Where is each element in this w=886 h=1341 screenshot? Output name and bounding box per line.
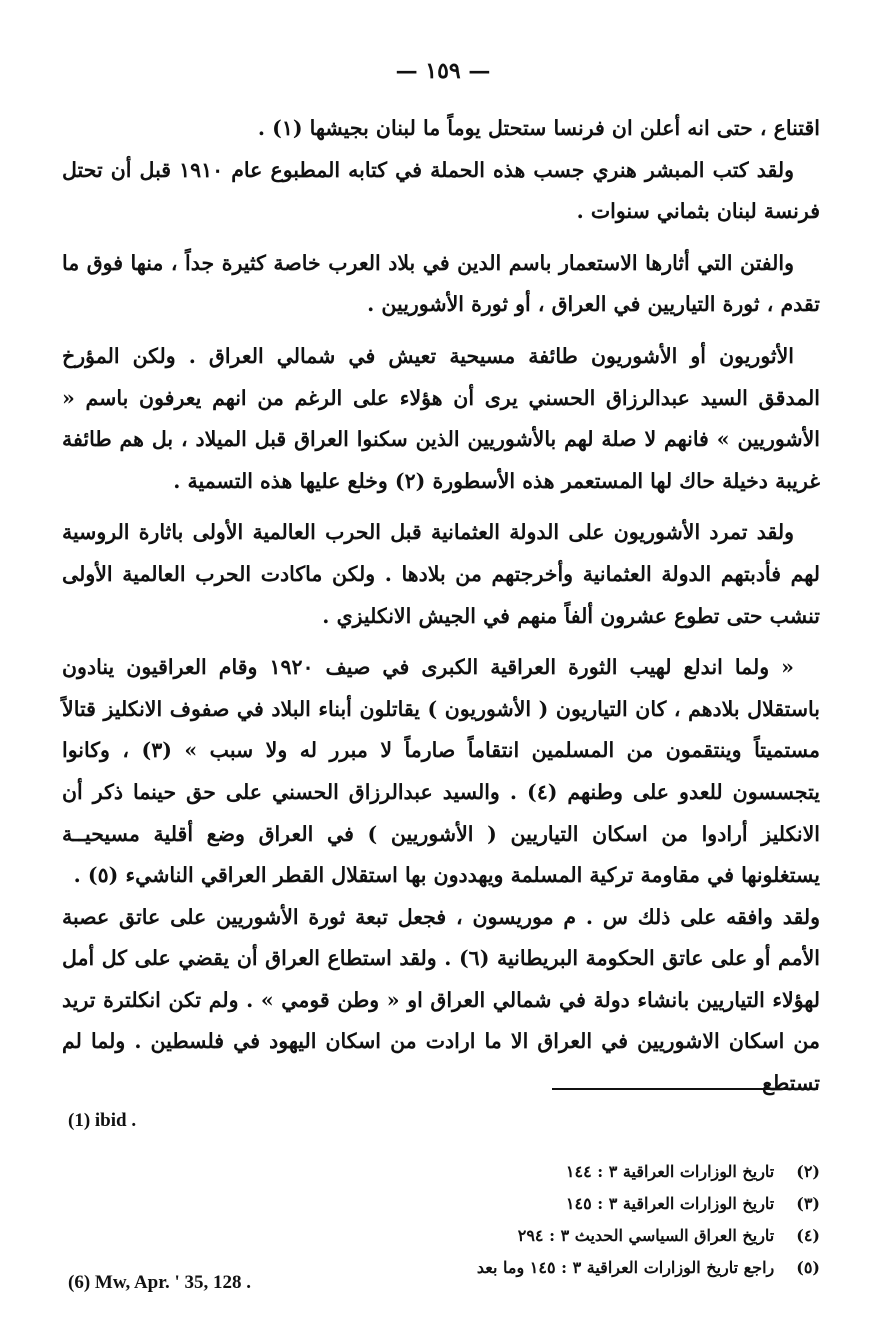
footnote-divider: [552, 1088, 818, 1090]
paragraph-1: اقتناع ، حتى انه أعلن ان فرنسا ستحتل يوماً ما لبنان بجيشها (١) .: [257, 116, 820, 140]
footnote-6: (6) Mw, Apr. ' 35, 128 .: [68, 1272, 251, 1293]
footnote-5-number: (٥): [796, 1258, 820, 1277]
footnote-5: [477, 1258, 820, 1277]
footnote-1: (1) ibid .: [68, 1110, 137, 1131]
footnote-2-text: تاريخ الوزارات العراقية ٣ : ١٤٤: [565, 1162, 775, 1181]
footnote-4-number: (٤): [796, 1226, 820, 1245]
page-number: — ١٥٩ —: [395, 58, 491, 84]
footnote-4-text: تاريخ العراق السياسي الحديث ٣ : ٢٩٤: [517, 1226, 775, 1245]
footnote-2-number: (٢): [796, 1162, 820, 1181]
footnote-4: [518, 1226, 820, 1245]
footnote-3: [566, 1194, 820, 1213]
footnote-3-number: (٣): [796, 1194, 820, 1213]
footnote-2: [566, 1162, 820, 1181]
paragraph-4: الأثوريون أو الأشوريون طائفة مسيحية تعيش في شمالي العراق . ولكن المؤرخ المدقق السيد عبدالرزاق الحسني يرى أن هؤلاء على الرغم من انهم يعرفون باسم « الأشوريين » فانهم لا صلة لهم بالأشوريين الذين سكنوا العراق قبل الميلاد ، بل هم طائفة غريبة دخيلة حاك لها المستعمر هذه الأسطورة (٢) وخلع عليها هذه التسمية .: [62, 343, 820, 493]
body-text: [62, 108, 820, 1105]
paragraph-5: ولقد تمرد الأشوريون على الدولة العثمانية قبل الحرب العالمية الأولى باثارة الروسية لهم فأدبتهم الدولة العثمانية وأخرجتهم من بلادها . ولكن ماكادت الحرب العالمية الأولى تنشب حتى تطوع عشرون ألفاً منهم في الجيش الانكليزي .: [62, 520, 820, 628]
paragraph-7: ولقد وافقه على ذلك س . م موريسون ، فجعل تبعة ثورة الأشوريين على عاتق عصبة الأمم أو على عاتق الحكومة البريطانية (٦) . ولقد استطاع العراق أن يقضي على كل أمل لهؤلاء التياريين بانشاء دولة في شمالي العراق او « وطن قومي » . ولم تكن انكلترة تريد من اسكان الاشوريين في العراق الا ما ارادت من اسكان اليهود في فلسطين . ولما لم تستطع: [62, 904, 820, 1096]
paragraph-6: « ولما اندلع لهيب الثورة العراقية الكبرى في صيف ١٩٢٠ وقام العراقيون ينادون باستقلال بلادهم ، كان التياريون ( الأشوريون ) يقاتلون أبناء البلاد في صفوف الانكليز قتالاً مستميتاً وينتقمون من المسلمين انتقاماً صارماً لا مبرر له ولا سبب » (٣) ، وكانوا يتجسسون للعدو على وطنهم (٤) . والسيد عبدالرزاق الحسني على حق حينما ذكر أن الانكليز أرادوا من اسكان التياريين ( الأشوريين ) في العراق وضع أقلية مسيحيــة يستغلونها في مقاومة تركية المسلمة ويهددون بها استقلال القطر العراقي الناشيء (٥) .: [62, 655, 820, 888]
paragraph-2: ولقد كتب المبشر هنري جسب هذه الحملة في كتابه المطبوع عام ١٩١٠ قبل أن تحتل فرنسة لبنان بثماني سنوات .: [62, 157, 820, 224]
paragraph-3: والفتن التي أثارها الاستعمار باسم الدين في بلاد العرب خاصة كثيرة جداً ، منها فوق ما تقدم ، ثورة التياريين في العراق ، أو ثورة الأشوريين .: [62, 250, 820, 317]
footnote-3-text: تاريخ الوزارات العراقية ٣ : ١٤٥: [565, 1194, 775, 1213]
footnote-5-text: راجع تاريخ الوزارات العراقية ٣ : ١٤٥ وما بعد: [476, 1258, 775, 1277]
